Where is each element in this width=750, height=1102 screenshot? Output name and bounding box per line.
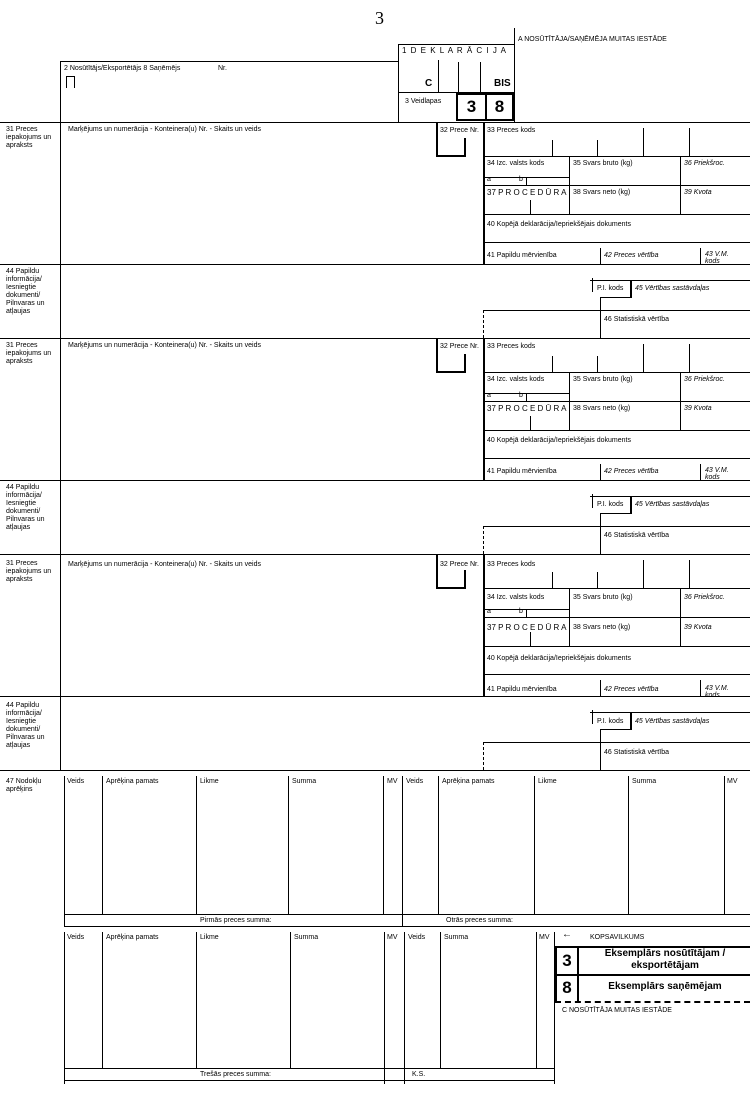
box43-label-2: 43 V.M. kods [705,467,729,481]
box32-label-2: 32 Prece Nr. [440,343,479,350]
summary-arrow: ← [562,929,572,940]
box37-label-3: 37 P R O C E D Ū R A [487,623,567,632]
tax-col-summa-3: Summa [294,934,319,941]
box42-label-2: 42 Preces vērtība [604,468,659,475]
c-office-label: C NOSŪTĪTĀJA MUITAS IESTĀDE [562,1007,672,1014]
box2-checkbox[interactable] [66,76,75,88]
box34-a-2: a [487,392,491,399]
tax-col-veids-1: Veids [67,778,85,785]
box33-label-1: 33 Preces kods [487,127,536,134]
box41-label-3: 41 Papildu mērvienība [487,686,557,693]
box34-b-2: b [519,392,523,399]
tax-col-pamats-3: Aprēķina pamats [106,934,159,941]
box44-label-1: 44 Papildu informācija/ Iesniegtie dokumenti/ Pilnvaras un atļaujas [6,268,45,315]
kopsavilkums-label: KOPSAVILKUMS [590,934,645,941]
box40-label-2: 40 Kopējā deklarācija/Iepriekšējais dokuments [487,437,631,444]
tax-col-summa-2: Summa [632,778,657,785]
form-digit-3: 3 [466,97,477,116]
tax-col-likme-2: Likme [538,778,557,785]
tax-col-pamats-2: Aprēķina pamats [442,778,495,785]
ks-label: K.S. [412,1071,426,1078]
box31-label-2: 31 Preces iepakojums un apraksts [6,342,52,365]
copy3-text: Eksemplārs nosūtītājam / eksportētājam [604,948,726,971]
box44-label-2: 44 Papildu informācija/ Iesniegtie dokumenti/ Pilnvaras un atļaujas [6,484,45,531]
tax-col-mv-1: MV [387,778,398,785]
box34-a-3: a [487,608,491,615]
box2-label: 2 Nosūtītājs/Eksportētājs 8 Saņēmējs [64,65,181,72]
marks-label-1: Marķējums un numerācija - Konteinera(u) Nr. - Skaits un veids [68,126,261,133]
tax-col-summa-1: Summa [292,778,317,785]
box36-label-2: 36 Priekšroc. [684,376,725,383]
tax-col-likme-1: Likme [200,778,219,785]
box31-label-1: 31 Preces iepakojums un apraksts [6,126,52,149]
box35-label-3: 35 Svars bruto (kg) [573,594,633,601]
form-number-box [456,93,514,121]
box38-label-3: 38 Svars neto (kg) [573,624,631,631]
box39-label-2: 39 Kvota [684,405,712,412]
box35-label-1: 35 Svars bruto (kg) [573,160,633,167]
tax-col-mv-2: MV [727,778,738,785]
summary-col-mv: MV [539,934,550,941]
box46-label-3: 46 Statistiskā vērtība [604,749,669,756]
declaration-title: 1 D E K L A R Ā C I J A [402,46,507,55]
box34-label-2: 34 Izc. valsts kods [487,376,545,383]
box36-label-1: 36 Priekšroc. [684,160,725,167]
box31-label-3: 31 Preces iepakojums un apraksts [6,560,52,583]
box45-label-1: 45 Vērtības sastāvdaļas [635,285,710,292]
nr-label: Nr. [218,65,227,72]
box34-a-1: a [487,176,491,183]
marks-label-3: Marķējums un numerācija - Konteinera(u) Nr. - Skaits un veids [68,561,261,568]
copy3-digit: 3 [562,951,572,970]
box34-label-3: 34 Izc. valsts kods [487,594,545,601]
box41-label-1: 41 Papildu mērvienība [487,252,557,259]
pi-kods-label-2: P.I. kods [597,501,624,508]
box34-b-3: b [519,608,523,615]
copy8-digit: 8 [562,978,572,997]
box41-label-2: 41 Papildu mērvienība [487,468,557,475]
tax-col-veids-3: Veids [67,934,85,941]
bis-label: BIS [494,78,511,89]
first-item-total: Pirmās preces summa: [200,917,272,924]
box34-b-1: b [519,176,523,183]
pi-kods-label-3: P.I. kods [597,718,624,725]
box42-label-3: 42 Preces vērtība [604,686,659,693]
box39-label-1: 39 Kvota [684,189,712,196]
summary-col-summa: Summa [444,934,469,941]
box33-label-3: 33 Preces kods [487,561,536,568]
box37-label-1: 37 P R O C E D Ū R A [487,188,567,197]
box38-label-1: 38 Svars neto (kg) [573,189,631,196]
box37-label-2: 37 P R O C E D Ū R A [487,404,567,413]
box43-label-1: 43 V.M. kods [705,251,729,265]
box34-label-1: 34 Izc. valsts kods [487,160,545,167]
box46-label-2: 46 Statistiskā vērtība [604,532,669,539]
tax-col-mv-3: MV [387,934,398,941]
box47-label: 47 Nodokļu aprēķins [6,778,42,793]
box36-label-3: 36 Priekšroc. [684,594,725,601]
box-c-label: C [425,78,433,89]
box43-label-3: 43 V.M. kods [705,685,729,699]
third-item-total: Trešās preces summa: [200,1071,271,1078]
box46-label-1: 46 Statistiskā vērtība [604,316,669,323]
summary-col-veids: Veids [408,934,426,941]
copy-box [555,946,750,1002]
copy8-text: Eksemplārs saņēmējam [608,981,722,992]
box-a-label: A NOSŪTĪTĀJA/SAŅĒMĒJA MUITAS IESTĀDE [518,36,667,43]
box39-label-3: 39 Kvota [684,624,712,631]
tax-col-pamats-1: Aprēķina pamats [106,778,159,785]
form-digit-8: 8 [494,97,505,116]
box40-label-1: 40 Kopējā deklarācija/Iepriekšējais dokuments [487,221,631,228]
box38-label-2: 38 Svars neto (kg) [573,405,631,412]
second-item-total: Otrās preces summa: [446,917,513,924]
tax-col-veids-2: Veids [406,778,424,785]
box32-label-3: 32 Prece Nr. [440,561,479,568]
box3-label: 3 Veidlapas [405,98,442,105]
box45-label-3: 45 Vērtības sastāvdaļas [635,718,710,725]
page-number: 3 [375,8,384,28]
marks-label-2: Marķējums un numerācija - Konteinera(u) Nr. - Skaits un veids [68,342,261,349]
box40-label-3: 40 Kopējā deklarācija/Iepriekšējais dokuments [487,655,631,662]
tax-col-likme-3: Likme [200,934,219,941]
box42-label-1: 42 Preces vērtība [604,252,659,259]
box33-label-2: 33 Preces kods [487,343,536,350]
pi-kods-label-1: P.I. kods [597,285,624,292]
box44-label-3: 44 Papildu informācija/ Iesniegtie dokumenti/ Pilnvaras un atļaujas [6,702,45,749]
box35-label-2: 35 Svars bruto (kg) [573,376,633,383]
box32-label-1: 32 Prece Nr. [440,127,479,134]
box45-label-2: 45 Vērtības sastāvdaļas [635,501,710,508]
